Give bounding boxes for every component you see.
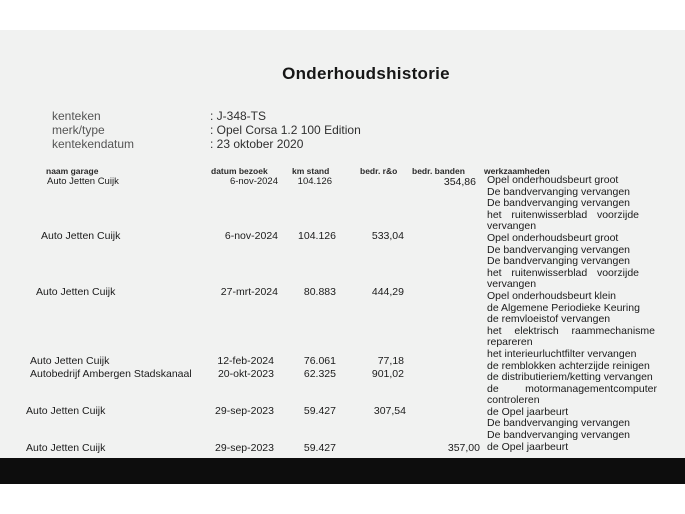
amount-ro: 444,29 [371, 286, 404, 298]
garage-name: Auto Jetten Cuijk [41, 230, 121, 242]
odometer: 80.883 [303, 286, 336, 298]
garage-name: Auto Jetten Cuijk [47, 176, 119, 187]
work-line: De bandvervanging vervangen [487, 255, 631, 268]
col-km-header: km stand [292, 166, 330, 176]
visit-date: 29-sep-2023 [215, 442, 274, 454]
work-line: het ruitenwisserblad voorzijde [487, 266, 639, 279]
page-title: Onderhoudshistorie [282, 64, 450, 83]
amount-tyres: 354,86 [443, 176, 476, 188]
amount-ro: 901,02 [371, 368, 404, 380]
work-line: Opel onderhoudsbeurt klein [487, 289, 617, 302]
visit-date: 29-sep-2023 [215, 405, 274, 417]
garage-name: Auto Jetten Cuijk [26, 405, 106, 417]
odometer: 59.427 [303, 442, 336, 454]
work-description-list [487, 175, 657, 453]
maintenance-history-sheet [0, 30, 685, 458]
col-garage-header: naam garage [46, 166, 99, 176]
amount-ro: 77,18 [377, 355, 404, 367]
garage-name: Auto Jetten Cuijk [26, 442, 106, 454]
visit-date: 20-okt-2023 [217, 368, 274, 380]
work-line: De bandvervanging vervangen [487, 185, 631, 198]
work-line: De bandvervanging vervangen [487, 197, 631, 210]
work-line: De bandvervanging vervangen [487, 417, 631, 430]
col-ro-header: bedr. r&o [360, 166, 398, 176]
work-line: De bandvervanging vervangen [487, 243, 631, 256]
odometer: 76.061 [303, 355, 336, 367]
work-line: de Opel jaarbeurt [487, 405, 569, 418]
odometer: 59.427 [303, 405, 336, 417]
garage-name: Auto Jetten Cuijk [30, 355, 110, 367]
background-edge [0, 458, 685, 484]
visit-date: 12-feb-2024 [217, 355, 274, 367]
col-banden-header: bedr. banden [412, 166, 465, 176]
work-line: het elektrisch raammechanisme [487, 324, 655, 337]
plate-label: kenteken [52, 109, 101, 123]
amount-tyres: 357,00 [447, 442, 480, 454]
work-line: het interieurluchtfilter vervangen [487, 347, 637, 360]
work-line: Opel onderhoudsbeurt groot [487, 231, 619, 244]
work-line: vervangen [487, 278, 537, 291]
garage-name: Autobedrijf Ambergen Stadskanaal [30, 368, 192, 380]
odometer: 104.126 [297, 176, 332, 187]
plate-value: : J-348-TS [210, 109, 267, 123]
amount-ro: 307,54 [373, 405, 406, 417]
work-line: de remblokken achterzijde reinigen [487, 359, 650, 372]
work-line: de Algemene Periodieke Keuring [487, 301, 640, 314]
work-line: de Opel jaarbeurt [487, 440, 569, 453]
work-line: de distributieriem/ketting vervangen [487, 371, 653, 384]
work-line: vervangen [487, 220, 537, 233]
visit-date: 6-nov-2024 [224, 230, 278, 242]
odometer: 104.126 [298, 230, 336, 242]
work-line: de remvloeistof vervangen [487, 313, 611, 326]
model-value: : Opel Corsa 1.2 100 Edition [210, 123, 361, 137]
visit-date: 6-nov-2024 [229, 176, 278, 187]
work-line: Opel onderhoudsbeurt groot [487, 174, 619, 186]
model-label: merk/type [52, 123, 105, 137]
work-line: de motormanagementcomputer [487, 382, 657, 395]
regdate-value: : 23 oktober 2020 [210, 137, 304, 151]
visit-date: 27-mrt-2024 [220, 286, 278, 298]
regdate-label: kentekendatum [52, 137, 135, 151]
col-date-header: datum bezoek [211, 166, 268, 176]
odometer: 62.325 [303, 368, 336, 380]
work-line: het ruitenwisserblad voorzijde [487, 208, 639, 221]
garage-name: Auto Jetten Cuijk [36, 286, 116, 298]
work-line: repareren [487, 336, 533, 349]
col-work-header: werkzaamheden [484, 166, 550, 176]
amount-ro: 533,04 [371, 230, 404, 242]
work-line: controleren [487, 394, 540, 407]
work-line: De bandvervanging vervangen [487, 429, 631, 442]
